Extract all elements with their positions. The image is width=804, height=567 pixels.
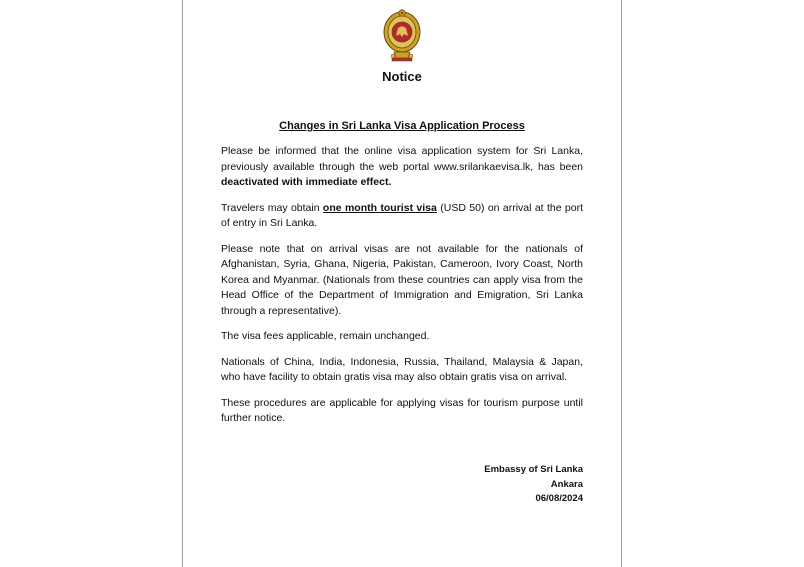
paragraph-1-bold: deactivated with immediate effect. [221,176,392,188]
notice-body [221,144,583,437]
paragraph-2-before: Travelers may obtain [221,201,323,214]
paragraph-3: Please note that on arrival visas are not available for the nationals of Afghanistan, Syria, Ghana, Nigeria, Pakistan, Cameroon, Ivory Coast, North Korea and Myanmar. (Nationals from these countries can apply visa from the Head Office of the Department of Immigration and Emigration, Sri Lanka through a representative). [221,242,583,317]
paragraph-4: The visa fees applicable, remain unchanged. [221,330,430,342]
paragraph-5: Nationals of China, India, Indonesia, Russia, Thailand, Malaysia & Japan, who have facility to obtain gratis visa may also obtain gratis visa on arrival. [221,355,583,383]
notice-title: Notice [382,69,422,84]
paragraph-1-text: Please be informed that the online visa application system for Sri Lanka, previously available through the web portal www.srilankaevisa.lk, has been [221,145,583,173]
paragraph-2 [221,201,583,232]
signature-block [433,463,583,507]
notice-subject: Changes in Sri Lanka Visa Application Process [279,120,525,132]
signature-city: Ankara [550,478,583,490]
paragraph-1 [221,144,583,191]
sri-lanka-emblem-icon [382,8,422,62]
paragraph-2-highlight: one month tourist visa [322,201,437,214]
paragraph-2-after: (USD 50) on arrival at the port of entry in Sri Lanka. [221,201,583,229]
signature-embassy: Embassy of Sri Lanka [484,464,583,475]
document-page [182,0,622,567]
signature-date: 06/08/2024 [535,493,583,504]
paragraph-6: These procedures are applicable for applying visas for tourism purpose until further notice. [221,396,583,424]
